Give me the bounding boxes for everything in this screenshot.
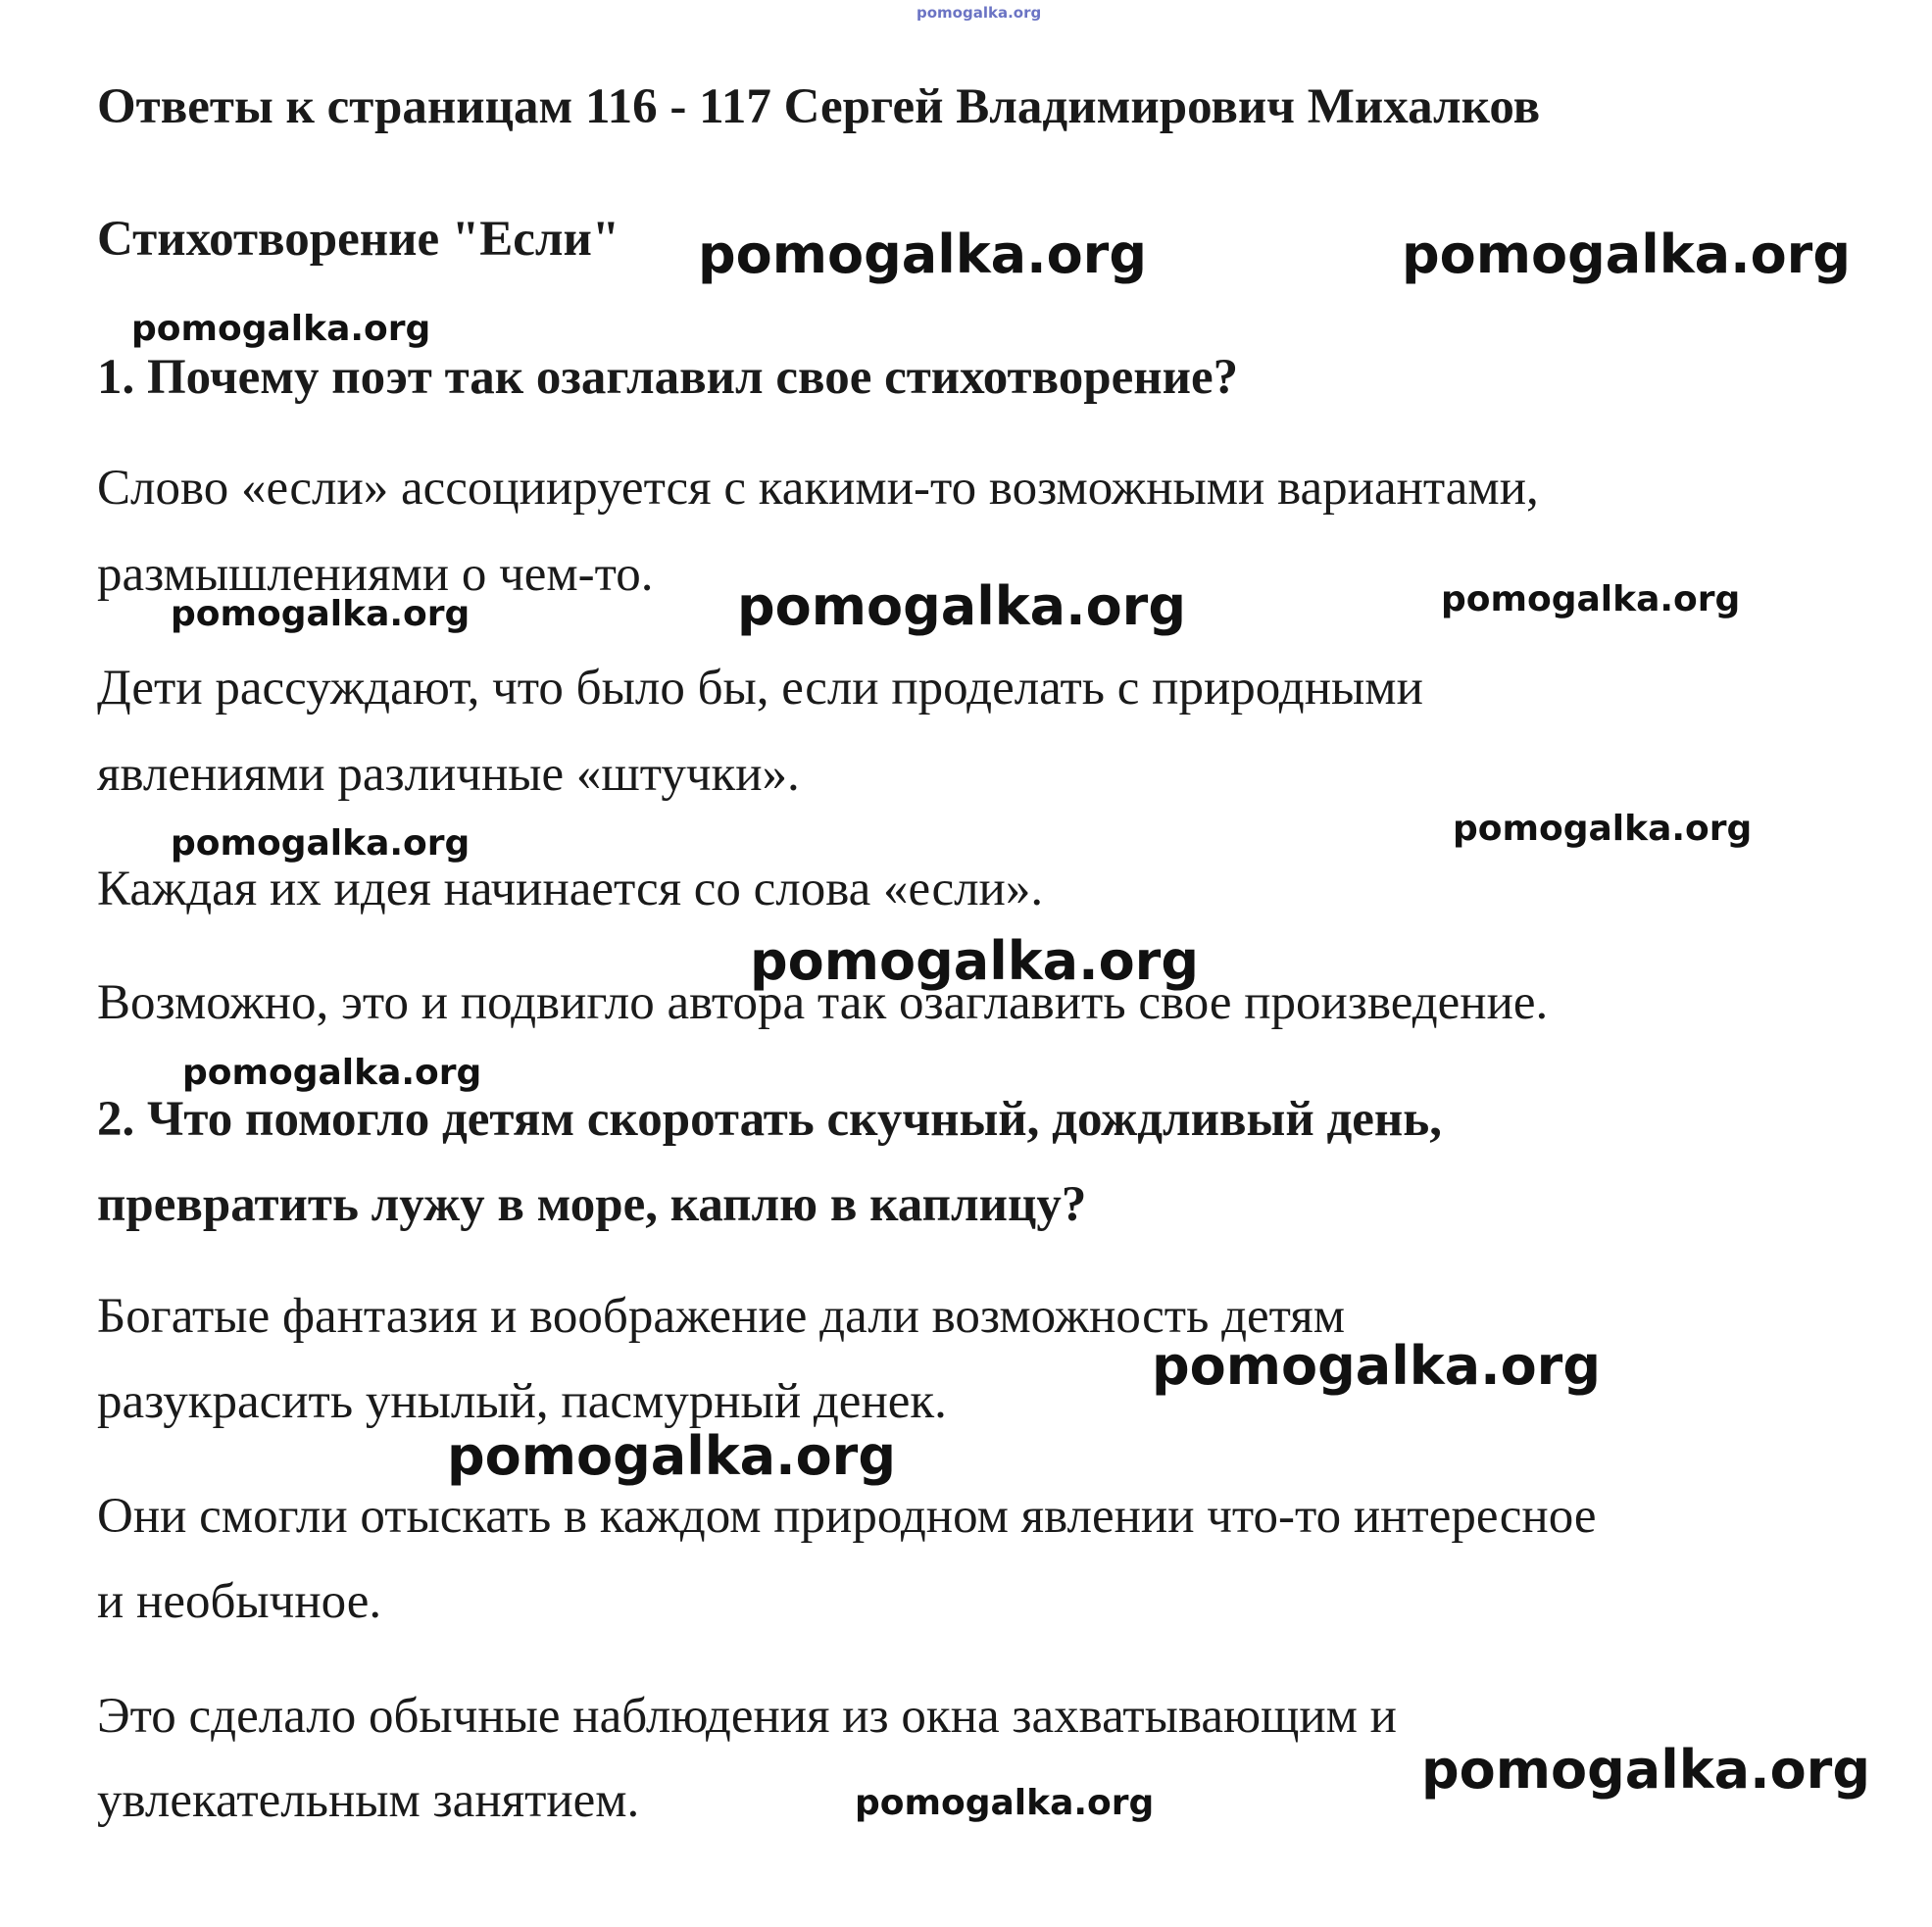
top-watermark: pomogalka.org: [916, 4, 1042, 22]
watermark: pomogalka.org: [182, 1053, 482, 1093]
watermark: pomogalka.org: [171, 823, 471, 864]
watermark: pomogalka.org: [1441, 579, 1741, 619]
answer-2-line: и необычное.: [97, 1574, 382, 1629]
answer-2-line: Это сделало обычные наблюдения из окна захватывающим и: [97, 1689, 1397, 1744]
watermark: pomogalka.org: [171, 594, 471, 634]
answer-2-line: Богатые фантазия и воображение дали возможность детям: [97, 1289, 1346, 1344]
watermark: pomogalka.org: [750, 930, 1199, 992]
answer-1-line: размышлениями о чем-то.: [97, 547, 654, 602]
answer-1-line: Дети рассуждают, что было бы, если проделать с природными: [97, 661, 1423, 716]
watermark: pomogalka.org: [698, 223, 1147, 285]
answer-2-line: Они смогли отыскать в каждом природном явлении что-то интересное: [97, 1489, 1597, 1544]
page-title: Ответы к страницам 116 - 117 Сергей Владимирович Михалков: [97, 79, 1541, 134]
question-2: 2. Что помогло детям скоротать скучный, дождливый день,: [97, 1092, 1443, 1147]
answer-1-line: Слово «если» ассоциируется с какими-то возможными вариантами,: [97, 461, 1539, 516]
question-1: 1. Почему поэт так озаглавил свое стихотворение?: [97, 350, 1239, 405]
watermark: pomogalka.org: [1453, 809, 1753, 849]
answer-2-line: разукрасить унылый, пасмурный денек.: [97, 1374, 947, 1429]
answer-2-line: увлекательным занятием.: [97, 1773, 640, 1828]
watermark: pomogalka.org: [1152, 1335, 1601, 1397]
answer-1-line: явлениями различные «штучки».: [97, 747, 800, 802]
answer-1-line: Возможно, это и подвигло автора так озаглавить свое произведение.: [97, 975, 1549, 1030]
poem-subtitle: Стихотворение "Если": [97, 212, 620, 267]
question-2: превратить лужу в море, каплю в каплицу?: [97, 1177, 1087, 1232]
answer-1-line: Каждая их идея начинается со слова «если».: [97, 862, 1044, 916]
watermark: pomogalka.org: [1421, 1739, 1870, 1801]
watermark: pomogalka.org: [855, 1783, 1155, 1823]
watermark: pomogalka.org: [447, 1425, 896, 1487]
watermark: pomogalka.org: [737, 575, 1186, 637]
watermark: pomogalka.org: [1402, 223, 1851, 285]
watermark: pomogalka.org: [131, 309, 431, 349]
